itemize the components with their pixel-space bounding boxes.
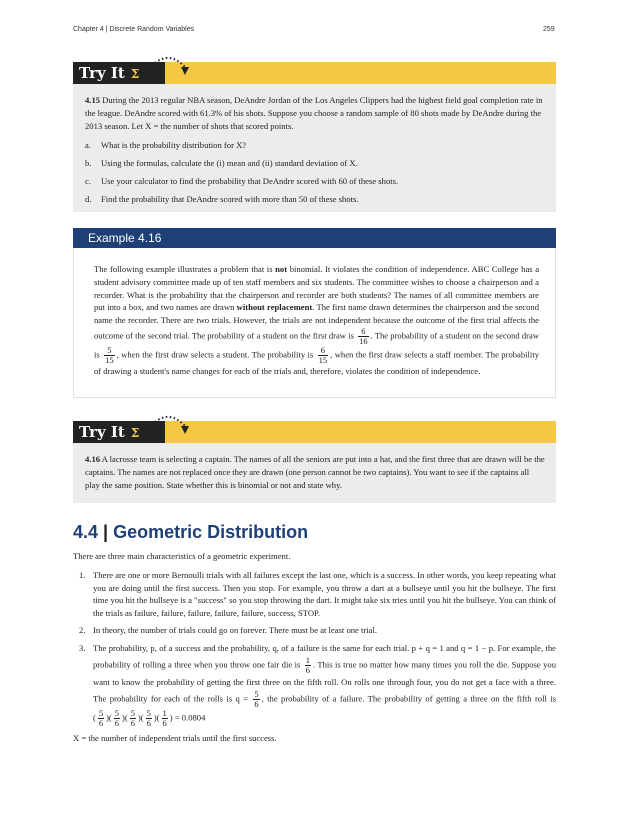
try-it-4-16-box [73, 443, 556, 503]
section-body [73, 550, 556, 745]
problem-4-16: 4.16 A lacrosse team is selecting a captain. The names of all the seniors are put into a hat, and the first three that are drawn will be the captains. The names are not replaced once they are drawn (one person cannot be two captains). You want to see if the captains all play the same position. State whether this is binomial or not and state why. [85, 454, 545, 490]
characteristics-list [73, 569, 556, 728]
page-number: 259 [543, 26, 555, 33]
section-title: 4.4 | Geometric Distribution [73, 522, 309, 542]
list-item: 1. There are one or more Bernoulli trials with all failures except the last one, which is a success. In other words, you keep repeating what you are doing until the first success. Then you stop. For example, you throw a dart at a bullseye until you hit the bullseye. The first time you hit the bullseye is a "success" so you stop throwing the dart. It might take six tries until you hit the bullseye. You can think of the trials as failure, failure, failure, failure, failure, success, STOP. [79, 569, 556, 619]
list-item: 2. In theory, the number of trials could go on forever. There must be at least one trial. [79, 624, 377, 635]
definition: X = the number of independent trials until the first success. [73, 732, 277, 743]
try-it-label: Try It Σ [73, 421, 165, 443]
try-it-4-15-box [73, 84, 556, 212]
list-item: d. Find the probability that DeAndre scored with more than 50 of these shots. [85, 194, 359, 204]
fraction: $\frac{5}{6}$ [254, 688, 259, 709]
fraction: $\frac{5}{15}$ [105, 344, 114, 365]
fraction: $\frac{1}{6}$ [305, 654, 310, 675]
list-item: c. Use your calculator to find the probability that DeAndre scored with 60 of these shots. [85, 176, 399, 186]
example-title-bar: Example 4.16 [73, 228, 556, 248]
dotted-arrow-icon [150, 53, 195, 79]
list-item: b. Using the formulas, calculate the (i) mean and (ii) standard deviation of X. [85, 158, 358, 168]
product-expression: ( $\frac{5}{6}$ )( $\frac{5}{6}$ )( $\frac{5}{6}$ )( $\frac{5}{6}$ )( $\frac{1}{6}$ ) [93, 707, 173, 728]
sigma-icon: Σ [130, 426, 140, 440]
try-it-banner [73, 421, 556, 443]
try-it-banner [73, 62, 556, 84]
list-item: 3. The probability, p, of a success and the probability, q, of a failure is the same for each trial. p + q = 1 and q = 1 − p. For example, the probability of rolling a three when you throw one fair die is $\frac{1}{6}$ . This is true no matter how many times you roll the die. Suppose you want to know the probability of getting the first three on the fifth roll. On rolls one through four, you do not get a face with a three. The probability for each of the rolls is q = $\frac{5}{6}$ , the probability of a failure. The probability of getting a three on the fifth roll is ( $\frac{5}{6}$ )( $\frac{5}{6}$ )( $\frac{5}{6}$ )( $\frac{5}{6}$ )( $\frac{1}{6}$ ) = 0.0804 [79, 642, 556, 728]
try-it-label: Try It Σ [73, 62, 165, 84]
sigma-icon: Σ [130, 67, 140, 81]
question-list [85, 139, 546, 206]
running-header-chapter: Chapter 4 | Discrete Random Variables [73, 26, 195, 33]
list-item: a. What is the probability distribution for X? [85, 140, 247, 150]
example-text: The following example illustrates a problem that is not binomial. It violates the condition of independence. ABC College has a student advisory committee made up of ten staff members and six students. The committee wishes to choose a chairperson and a recorder. What is the probability that the chairperson and recorder are both students? The names of all committee members are put into a box, and two names are drawn without replacement. The first name drawn determines the chairperson and the second name the recorder. There are two trials. However, the trials are not independent because the outcome of the first trial affects the outcome of the second trial. The probability of a student on the first draw is $\frac{6}{16}$ . The probability of a student on the second draw is $\frac{5}{15}$ , when the first draw selects a student. The probability is $\frac{6}{15}$ , when the first draw selects a staff member. The probability of drawing a student's name changes for each of the trials and, therefore, violates the condition of independence. [94, 264, 540, 376]
dotted-arrow-icon [150, 412, 195, 438]
section-intro: There are three main characteristics of a geometric experiment. [73, 551, 291, 561]
fraction: $\frac{6}{15}$ [318, 344, 328, 365]
problem-4-15: 4.15 During the 2013 regular NBA season, DeAndre Jordan of the Los Angeles Clippers had the highest field goal completion rate in the league. DeAndre scored with 61.3% of his shots. Suppose you choose a random sample of 80 shots made by DeAndre during the 2013 season. Let X = the number of shots that scored points. [85, 95, 543, 131]
fraction: $\frac{6}{16}$ [359, 325, 368, 346]
